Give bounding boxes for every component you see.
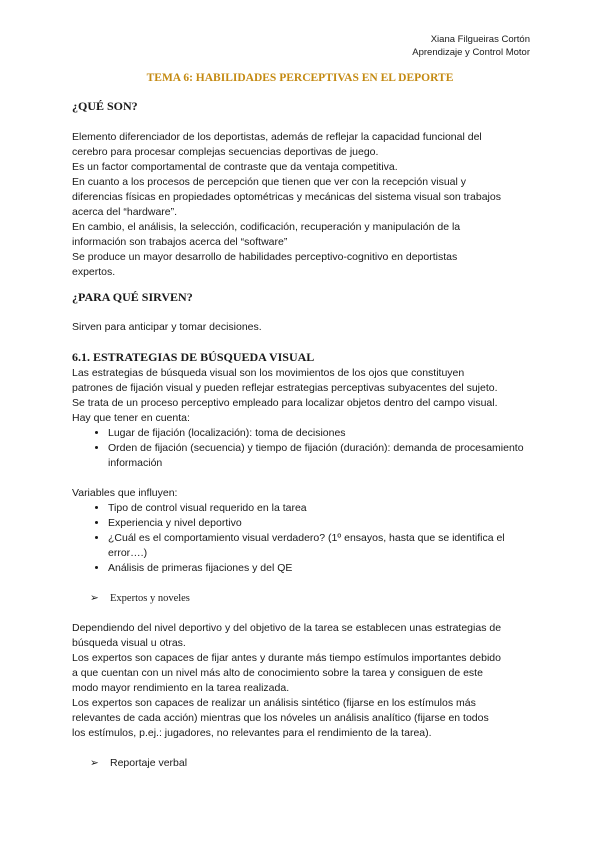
text-line: patrones de fijación visual y pueden reflejar estrategias perceptivas subyacentes del sujeto. [72, 382, 498, 394]
subheading-reportaje [72, 756, 532, 771]
list-item: • ¿Cuál es el comportamiento visual verdadero? (1º ensayos, hasta que se identifica el error….) [108, 531, 532, 561]
text-line: Elemento diferenciador de los deportistas, además de reflejar la capacidad funcional del [72, 131, 482, 143]
list-item: • Orden de fijación (secuencia) y tiempo de fijación (duración): demanda de procesamiento información [108, 441, 532, 471]
subheading-label: Reportaje verbal [110, 757, 188, 769]
text-line: Dependiendo del nivel deportivo y del objetivo de la tarea se establecen unas estrategias de [72, 622, 502, 634]
para-que-sirven-text: Sirven para anticipar y tomar decisiones. [72, 321, 262, 333]
section-estrategias [72, 366, 532, 771]
text-line: modo mayor rendimiento en la tarea realizada. [72, 682, 290, 694]
text-line: información son trabajos acerca del “software” [72, 236, 288, 248]
expertos-text [72, 621, 532, 741]
subheading-expertos [72, 591, 532, 606]
list-item: • Lugar de fijación (localización): toma de decisiones [108, 426, 532, 441]
heading-estrategias: 6.1. ESTRATEGIAS DE BÚSQUEDA VISUAL [72, 350, 315, 364]
course-name: Aprendizaje y Control Motor [412, 47, 530, 58]
text-line: expertos. [72, 266, 116, 278]
text-line: Se trata de un proceso perceptivo empleado para localizar objetos dentro del campo visual. [72, 397, 498, 409]
bullet-list-variables [72, 501, 532, 576]
text-line: Es un factor comportamental de contraste que da ventaja competitiva. [72, 161, 398, 173]
text-line: a que cuentan con un nivel más alto de conocimiento sobre la tarea y consiguen de este [72, 667, 483, 679]
text-line: acerca del “hardware”. [72, 206, 178, 218]
text-line: relevantes de cada acción) mientras que los nóveles un análisis analítico (fijarse en todos [72, 712, 489, 724]
text-line: Los expertos son capaces de realizar un análisis sintético (fijarse en los estímulos más [72, 697, 476, 709]
bullet-list-fijacion [72, 426, 532, 471]
text-line: En cambio, el análisis, la selección, codificación, recuperación y manipulación de la [72, 221, 461, 233]
arrow-right-icon: ➢ [90, 757, 99, 769]
arrow-right-icon: ➢ [90, 592, 99, 604]
text-line: Hay que tener en cuenta: [72, 412, 190, 424]
text-line: Los expertos son capaces de fijar antes y durante más tiempo estímulos importantes debido [72, 652, 501, 664]
section-que-son-text [72, 130, 532, 280]
text-line: búsqueda visual u otras. [72, 637, 186, 649]
list-item: • Tipo de control visual requerido en la tarea [108, 501, 532, 516]
list-item: • Análisis de primeras fijaciones y del QE [108, 561, 532, 576]
heading-para-que-sirven: ¿PARA QUÉ SIRVEN? [72, 290, 193, 304]
text-line: En cuanto a los procesos de percepción que tienen que ver con la recepción visual y [72, 176, 466, 188]
text-line: Se produce un mayor desarrollo de habilidades perceptivo-cognitivo en deportistas [72, 251, 458, 263]
author-name: Xiana Filgueiras Cortón [430, 34, 530, 45]
list-item: • Experiencia y nivel deportivo [108, 516, 532, 531]
text-line: los estímulos, p.ej.: jugadores, no relevantes para el rendimiento de la tarea). [72, 727, 432, 739]
text-line: diferencias físicas en propiedades optométricas y mecánicas del sistema visual son trabajos [72, 191, 501, 203]
heading-que-son: ¿QUÉ SON? [72, 99, 138, 113]
page-header [412, 33, 530, 59]
text-line: cerebro para procesar complejas secuencias deportivas de juego. [72, 146, 379, 158]
variables-label: Variables que influyen: [72, 487, 178, 499]
document-title: TEMA 6: HABILIDADES PERCEPTIVAS EN EL DEPORTE [146, 72, 454, 84]
text-line: Las estrategias de búsqueda visual son los movimientos de los ojos que constituyen [72, 367, 465, 379]
subheading-label: Expertos y noveles [110, 593, 190, 604]
